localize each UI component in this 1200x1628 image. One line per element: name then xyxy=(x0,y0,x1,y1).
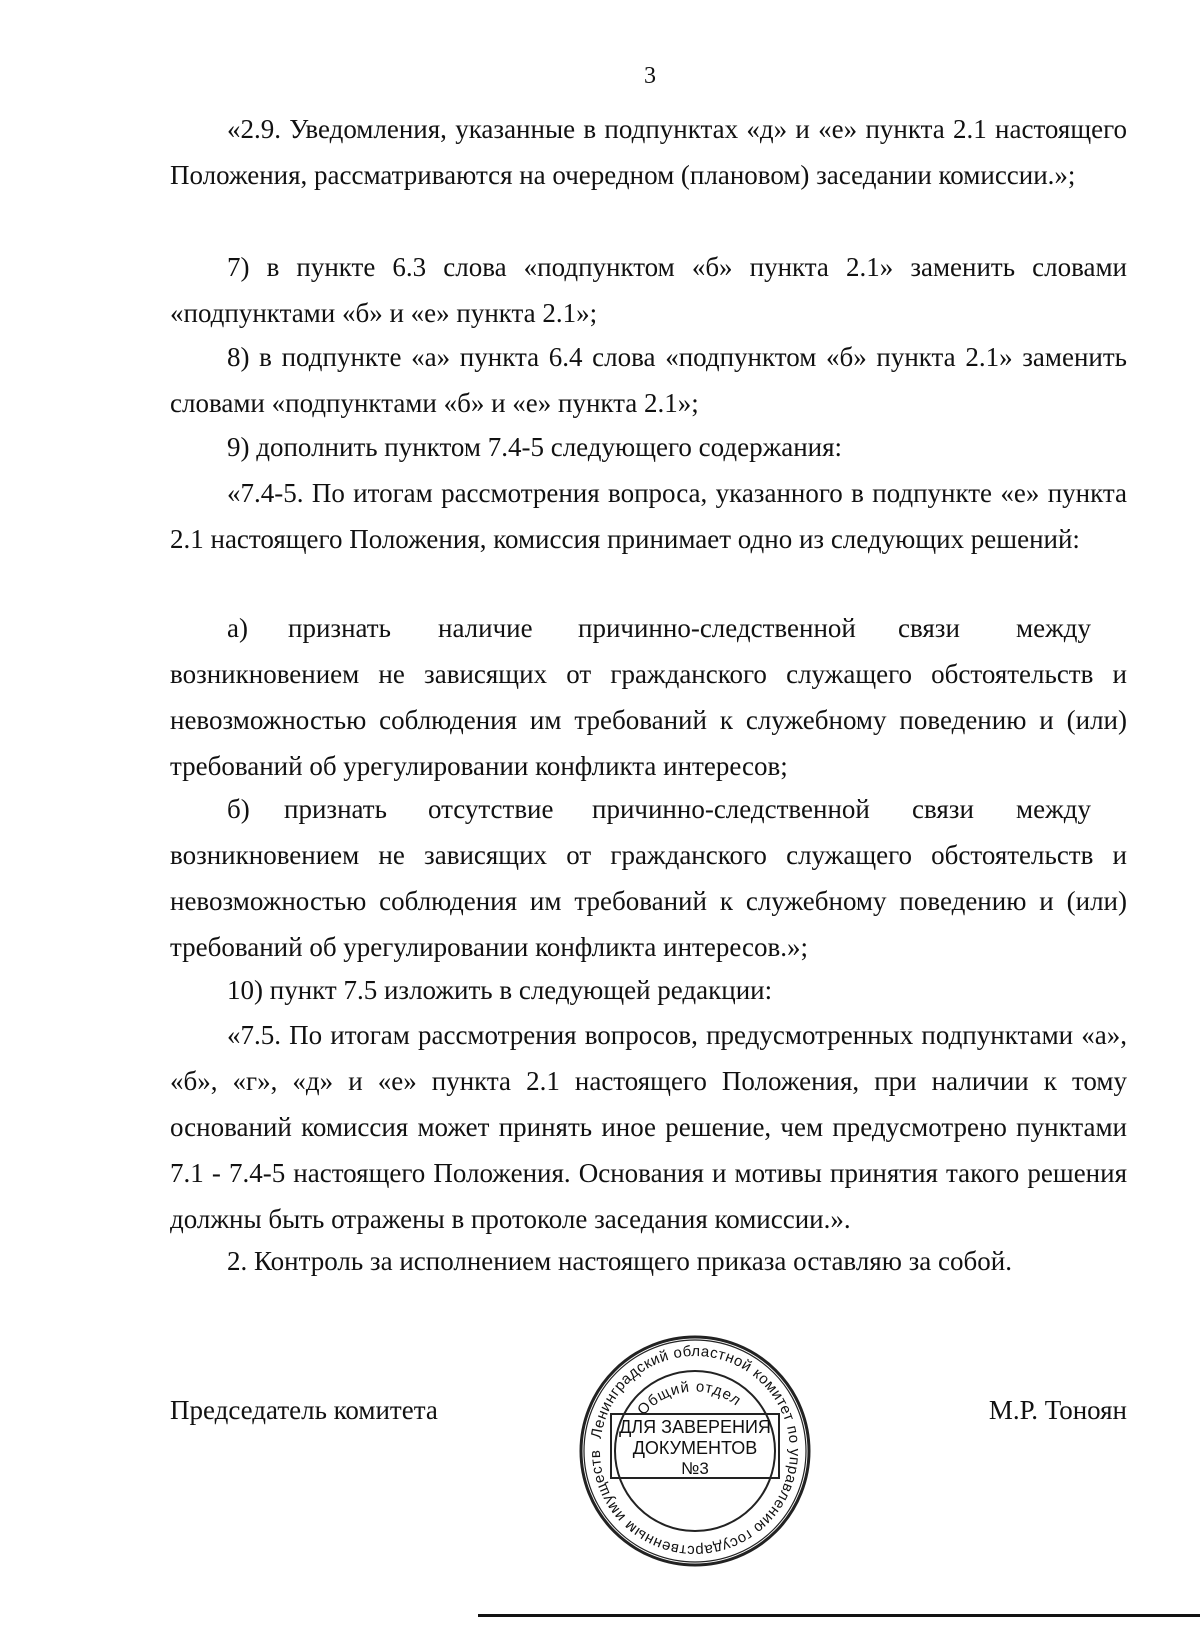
option-b-word: связи xyxy=(912,794,974,824)
paragraph-item-10: 10) пункт 7.5 изложить в следующей редакции: xyxy=(227,975,773,1005)
paragraph-item-8: 8) в подпункте «а» пункта 6.4 слова «подпунктом «б» пункта 2.1» заменить словами «подпунктами «б» и «е» пункта 2.1»; xyxy=(170,342,1127,418)
option-a-rest: возникновением не зависящих от гражданского служащего обстоятельств и невозможностью соблюдения им требований к служебному поведению и (или) требований об урегулировании конфликта интересов; xyxy=(170,659,1127,781)
option-a-word: причинно-следственной xyxy=(578,613,856,643)
paragraph-7-4-5: «7.4-5. По итогам рассмотрения вопроса, указанного в подпункте «е» пункта 2.1 настоящего Положения, комиссия принимает одно из следующих решений: xyxy=(170,478,1127,554)
paragraph-item-7: 7) в пункте 6.3 слова «подпунктом «б» пункта 2.1» заменить словами «подпунктами «б» и «е» пункта 2.1»; xyxy=(170,252,1127,328)
official-stamp xyxy=(578,1334,812,1568)
signature-position: Председатель комитета xyxy=(170,1395,438,1425)
option-b-first-line xyxy=(170,786,1127,832)
option-a-word: наличие xyxy=(438,613,533,643)
stamp-center-line-2: ДОКУМЕНТОВ xyxy=(632,1438,758,1458)
stamp-outer-text: Ленинградский областной комитет по управлению государственным имуществ xyxy=(586,1342,804,1560)
option-a-first-line xyxy=(170,605,1127,651)
stamp-center-line-1: ДЛЯ ЗАВЕРЕНИЯ xyxy=(619,1417,771,1437)
option-b-word: между xyxy=(1016,794,1091,824)
option-b-word: признать xyxy=(284,794,387,824)
stamp-center-line-3: №3 xyxy=(681,1459,709,1478)
signature-name: М.Р. Тоноян xyxy=(988,1395,1127,1425)
option-a-word: а) xyxy=(227,613,248,643)
bottom-rule xyxy=(478,1614,1200,1617)
option-b-rest: возникновением не зависящих от гражданского служащего обстоятельств и невозможностью соблюдения им требований к служебному поведению и (или) требований об урегулировании конфликта интересов.»; xyxy=(170,840,1127,962)
paragraph-control: 2. Контроль за исполнением настоящего приказа оставляю за собой. xyxy=(227,1246,1012,1276)
stamp-seal-icon xyxy=(578,1334,812,1568)
paragraph-7-5: «7.5. По итогам рассмотрения вопросов, предусмотренных подпунктами «а», «б», «г», «д» и «е» пункта 2.1 настоящего Положения, при наличии к тому оснований комиссия может принять иное решение, чем предусмотрено пунктами 7.1 - 7.4-5 настоящего Положения. Основания и мотивы принятия такого решения должны быть отражены в протоколе заседания комиссии.». xyxy=(170,1020,1127,1234)
option-b-word: б) xyxy=(227,794,250,824)
paragraph-item-9: 9) дополнить пунктом 7.4-5 следующего содержания: xyxy=(227,432,843,462)
page-number: 3 xyxy=(644,63,656,89)
option-b-word: отсутствие xyxy=(428,794,554,824)
stamp-inner-top-text: Общий отдел xyxy=(634,1378,745,1419)
option-b-word: причинно-следственной xyxy=(592,794,870,824)
option-a-word: признать xyxy=(288,613,391,643)
option-a-word: между xyxy=(1016,613,1091,643)
paragraph-2-9: «2.9. Уведомления, указанные в подпунктах «д» и «е» пункта 2.1 настоящего Положения, рассматриваются на очередном (плановом) заседании комиссии.»; xyxy=(170,114,1127,190)
option-a-word: связи xyxy=(898,613,960,643)
